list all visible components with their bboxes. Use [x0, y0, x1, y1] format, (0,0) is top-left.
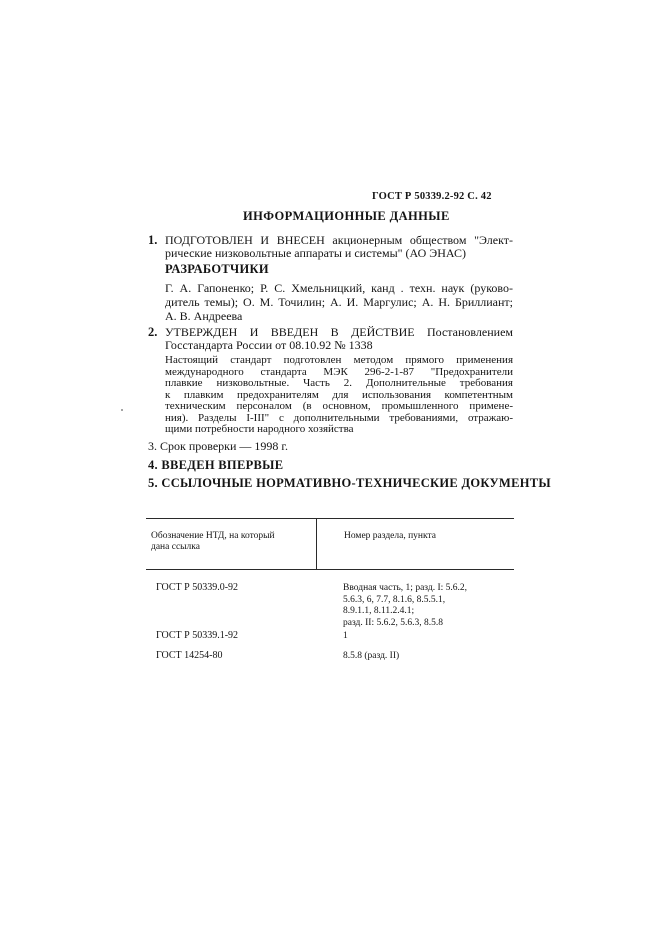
table-row-refs [343, 583, 467, 629]
page-header: ГОСТ Р 50339.2-92 С. 42 [372, 191, 492, 202]
section-1-number: 1. [148, 233, 158, 247]
developers-line-2: дитель темы); О. М. Точилин; А. И. Маргулис; А. Н. Бриллиант; [165, 295, 513, 309]
col1-header-line-2: дана ссылка [151, 542, 200, 552]
scan-speck [121, 409, 123, 411]
table-header-rule [146, 569, 514, 570]
ref-line: 8.9.1.1, 8.11.2.4.1; [343, 606, 415, 616]
reference-table [146, 518, 514, 678]
paragraph-line: Настоящий стандарт подготовлен методом прямого применения [165, 354, 513, 366]
table-row-doc: ГОСТ Р 50339.0-92 [156, 582, 239, 593]
paragraph-line: международного стандарта МЭК 296-2-1-87 "Предохранители [165, 365, 513, 378]
paragraph-line: техническим персоналом (в основном, промышленного примене- [165, 400, 513, 412]
table-row-refs: 1 [343, 631, 348, 641]
paragraph-line: щими потребности народного хозяйства [165, 423, 354, 435]
col2-header: Номер раздела, пункта [344, 531, 436, 541]
developers-heading: РАЗРАБОТЧИКИ [165, 262, 269, 276]
section-1-line-1: ПОДГОТОВЛЕН И ВНЕСЕН акционерным обществом "Элект- [165, 233, 513, 247]
col1-header-line-1: Обозначение НТД, на который [151, 531, 275, 541]
section-2-line-2: Госстандарта России от 08.10.92 № 1338 [165, 338, 373, 352]
table-top-rule [146, 518, 514, 519]
section-2-number: 2. [148, 325, 158, 339]
table-column-divider [316, 518, 317, 569]
section-5: 5. ССЫЛОЧНЫЕ НОРМАТИВНО-ТЕХНИЧЕСКИЕ ДОКУМЕНТЫ [148, 476, 551, 490]
paragraph-line: ния). Разделы I-III" с дополнительными требованиями, отражаю- [165, 411, 513, 424]
section-1-line-2: рические низковольтные аппараты и системы" (АО ЭНАС) [165, 246, 466, 260]
developers-line-1: Г. А. Гапоненко; Р. С. Хмельницкий, канд . техн. наук (руково- [165, 281, 513, 295]
table-row-refs: 8.5.8 (разд. II) [343, 651, 400, 661]
section-4: 4. ВВЕДЕН ВПЕРВЫЕ [148, 458, 284, 472]
document-title: ИНФОРМАЦИОННЫЕ ДАННЫЕ [243, 209, 450, 223]
paragraph-line: плавкие низковольтные. Часть 2. Дополнительные требования [165, 377, 513, 389]
ref-line: разд. II: 5.6.2, 5.6.3, 8.5.8 [343, 617, 443, 628]
ref-line: 5.6.3, 6, 7.7, 8.1.6, 8.5.5.1, [343, 594, 446, 605]
table-row-doc: ГОСТ 14254-80 [156, 650, 223, 661]
ref-line: Вводная часть, 1; разд. I: 5.6.2, [343, 583, 468, 593]
paragraph-line: к плавким предохранителям для использования компетентным [165, 388, 513, 401]
section-3: 3. Срок проверки — 1998 г. [148, 439, 288, 453]
col1-header [151, 531, 275, 553]
section-2-line-1: УТВЕРЖДЕН И ВВЕДЕН В ДЕЙСТВИЕ Постановлением [165, 325, 513, 339]
developers-line-3: А. В. Андреева [165, 309, 243, 323]
section-2-paragraph [165, 355, 513, 436]
table-row-doc: ГОСТ Р 50339.1-92 [156, 630, 239, 641]
